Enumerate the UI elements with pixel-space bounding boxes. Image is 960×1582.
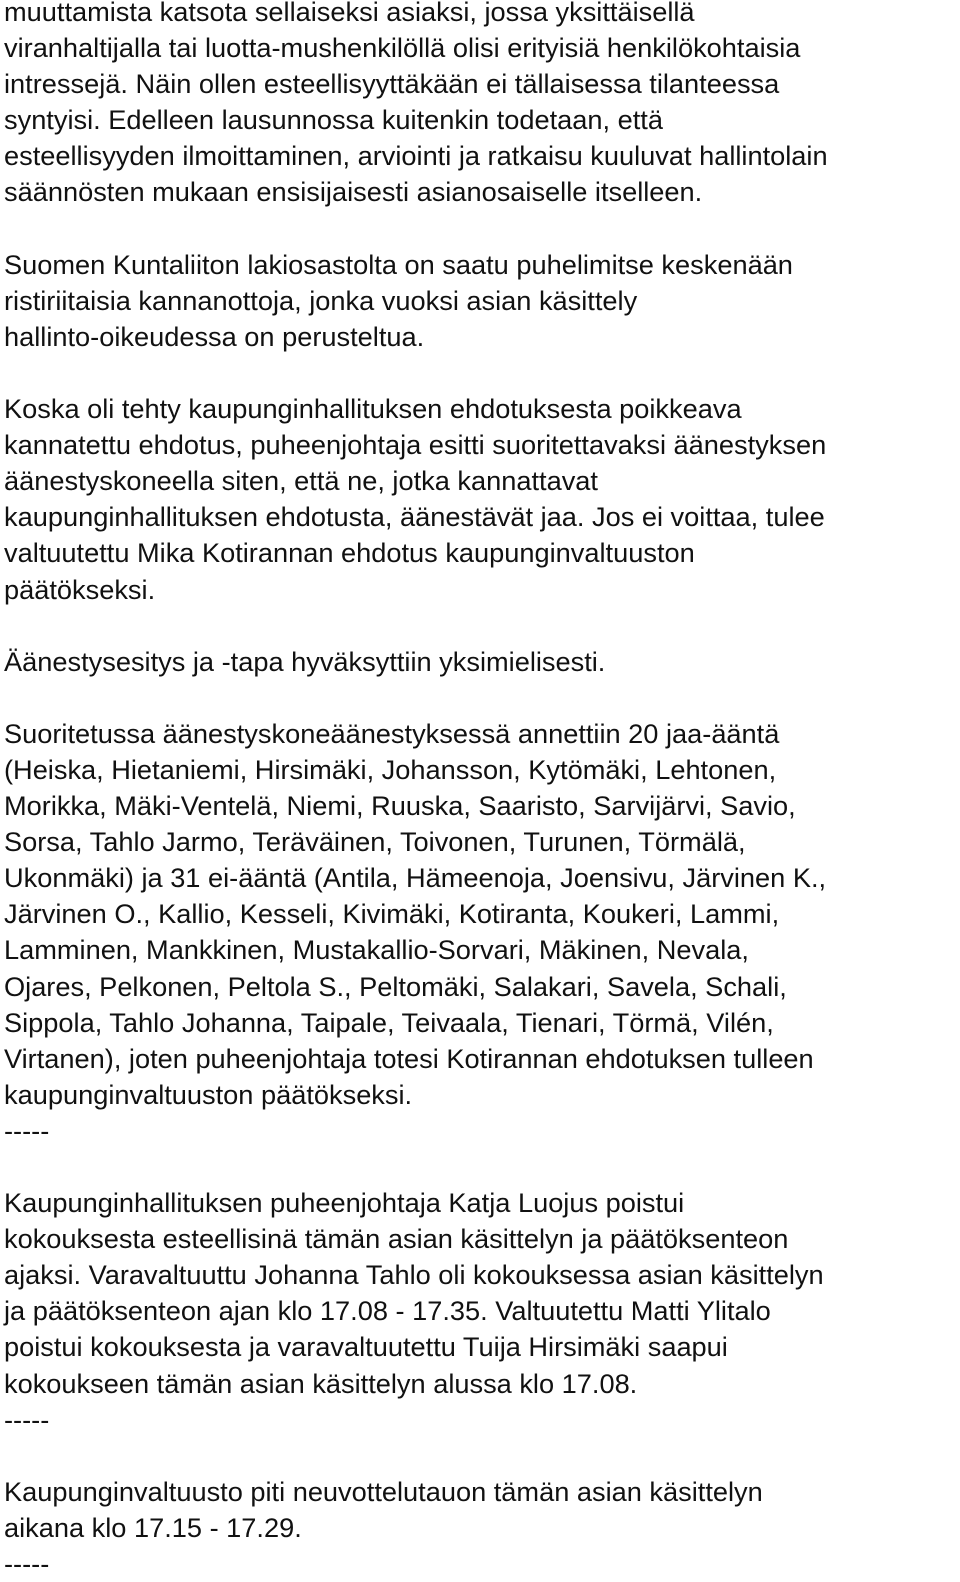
separator-line: ----- bbox=[4, 1548, 50, 1580]
document-page bbox=[4, 0, 958, 1582]
text-line: viranhaltijalla tai luotta-mushenkilöllä olisi erityisiä henkilökohtaisia bbox=[4, 32, 801, 64]
text-line: Sippola, Tahlo Johanna, Taipale, Teivaala, Tienari, Törmä, Vilén, bbox=[4, 1006, 774, 1038]
text-line: muuttamista katsota sellaiseksi asiaksi, jossa yksittäisellä bbox=[4, 0, 695, 27]
text-line: Kaupunginvaltuusto piti neuvottelutauon tämän asian käsittelyn bbox=[4, 1475, 763, 1507]
paragraph-gap bbox=[4, 211, 958, 247]
paragraph-vote-result bbox=[4, 716, 958, 1149]
paragraph-gap bbox=[4, 680, 958, 716]
text-line: (Heiska, Hietaniemi, Hirsimäki, Johansson, Kytömäki, Lehtonen, bbox=[4, 753, 777, 785]
text-line: Virtanen), joten puheenjohtaja totesi Kotirannan ehdotuksen tulleen bbox=[4, 1042, 814, 1074]
text-line: Suoritetussa äänestyskoneäänestyksessä annettiin 20 jaa-ääntä bbox=[4, 717, 780, 749]
text-line: ja päätöksenteon ajan klo 17.08 - 17.35. Valtuutettu Matti Ylitalo bbox=[4, 1295, 771, 1327]
paragraph-attendance bbox=[4, 1185, 958, 1438]
text-line: valtuutettu Mika Kotirannan ehdotus kaupunginvaltuuston bbox=[4, 537, 695, 569]
separator-line: ----- bbox=[4, 1403, 50, 1435]
paragraph-gap bbox=[4, 608, 958, 644]
text-line: kaupunginhallituksen ehdotusta, äänestävät jaa. Jos ei voittaa, tulee bbox=[4, 501, 825, 533]
text-line: Koska oli tehty kaupunginhallituksen ehdotuksesta poikkeava bbox=[4, 393, 742, 425]
text-line: ajaksi. Varavaltuuttu Johanna Tahlo oli kokouksessa asian käsittelyn bbox=[4, 1259, 824, 1291]
text-line: Äänestysesitys ja -tapa hyväksyttiin yksimielisesti. bbox=[4, 645, 606, 677]
paragraph-vote-proposal bbox=[4, 391, 958, 608]
text-line: Sorsa, Tahlo Jarmo, Teräväinen, Toivonen, Turunen, Törmälä, bbox=[4, 826, 746, 858]
text-line: päätökseksi. bbox=[4, 573, 156, 605]
text-line: aikana klo 17.15 - 17.29. bbox=[4, 1511, 302, 1543]
text-line: Morikka, Mäki-Ventelä, Niemi, Ruuska, Saaristo, Sarvijärvi, Savio, bbox=[4, 790, 796, 822]
text-line: äänestyskoneella siten, että ne, jotka kannattavat bbox=[4, 465, 598, 497]
text-line: Suomen Kuntaliiton lakiosastolta on saatu puhelimitse keskenään bbox=[4, 248, 793, 280]
paragraph-vote-approved bbox=[4, 644, 958, 680]
text-line: intressejä. Näin ollen esteellisyyttäkään ei tällaisessa tilanteessa bbox=[4, 68, 780, 100]
text-line: Ukonmäki) ja 31 ei-ääntä (Antila, Hämeenoja, Joensivu, Järvinen K., bbox=[4, 862, 827, 894]
text-line: Ojares, Pelkonen, Peltola S., Peltomäki, Salakari, Savela, Schali, bbox=[4, 970, 787, 1002]
text-line: poistui kokouksesta ja varavaltuutettu Tuija Hirsimäki saapui bbox=[4, 1331, 728, 1363]
text-line: hallinto-oikeudessa on perusteltua. bbox=[4, 320, 425, 352]
text-line: säännösten mukaan ensisijaisesti asianosaiselle itselleen. bbox=[4, 176, 703, 208]
text-line: esteellisyyden ilmoittaminen, arviointi ja ratkaisu kuuluvat hallintolain bbox=[4, 140, 828, 172]
text-line: kokouksesta esteellisinä tämän asian käsittelyn ja päätöksenteon bbox=[4, 1223, 789, 1255]
text-line: kokoukseen tämän asian käsittelyn alussa klo 17.08. bbox=[4, 1367, 638, 1399]
paragraph-gap bbox=[4, 1438, 958, 1474]
paragraph-kuntaliitto bbox=[4, 247, 958, 355]
text-line: ristiriitaisia kannanottoja, jonka vuoksi asian käsittely bbox=[4, 284, 638, 316]
paragraph-gap bbox=[4, 1149, 958, 1185]
text-line: Lamminen, Mankkinen, Mustakallio-Sorvari, Mäkinen, Nevala, bbox=[4, 934, 749, 966]
text-line: Kaupunginhallituksen puheenjohtaja Katja Luojus poistui bbox=[4, 1187, 685, 1219]
text-line: kannatettu ehdotus, puheenjohtaja esitti suoritettavaksi äänestyksen bbox=[4, 429, 827, 461]
text-line: kaupunginvaltuuston päätökseksi. bbox=[4, 1078, 413, 1110]
text-line: syntyisi. Edelleen lausunnossa kuitenkin todetaan, että bbox=[4, 104, 663, 136]
text-line: Järvinen O., Kallio, Kesseli, Kivimäki, Kotiranta, Koukeri, Lammi, bbox=[4, 898, 780, 930]
paragraph-statement bbox=[4, 0, 958, 211]
paragraph-gap bbox=[4, 355, 958, 391]
paragraph-break bbox=[4, 1474, 958, 1582]
separator-line: ----- bbox=[4, 1114, 50, 1146]
